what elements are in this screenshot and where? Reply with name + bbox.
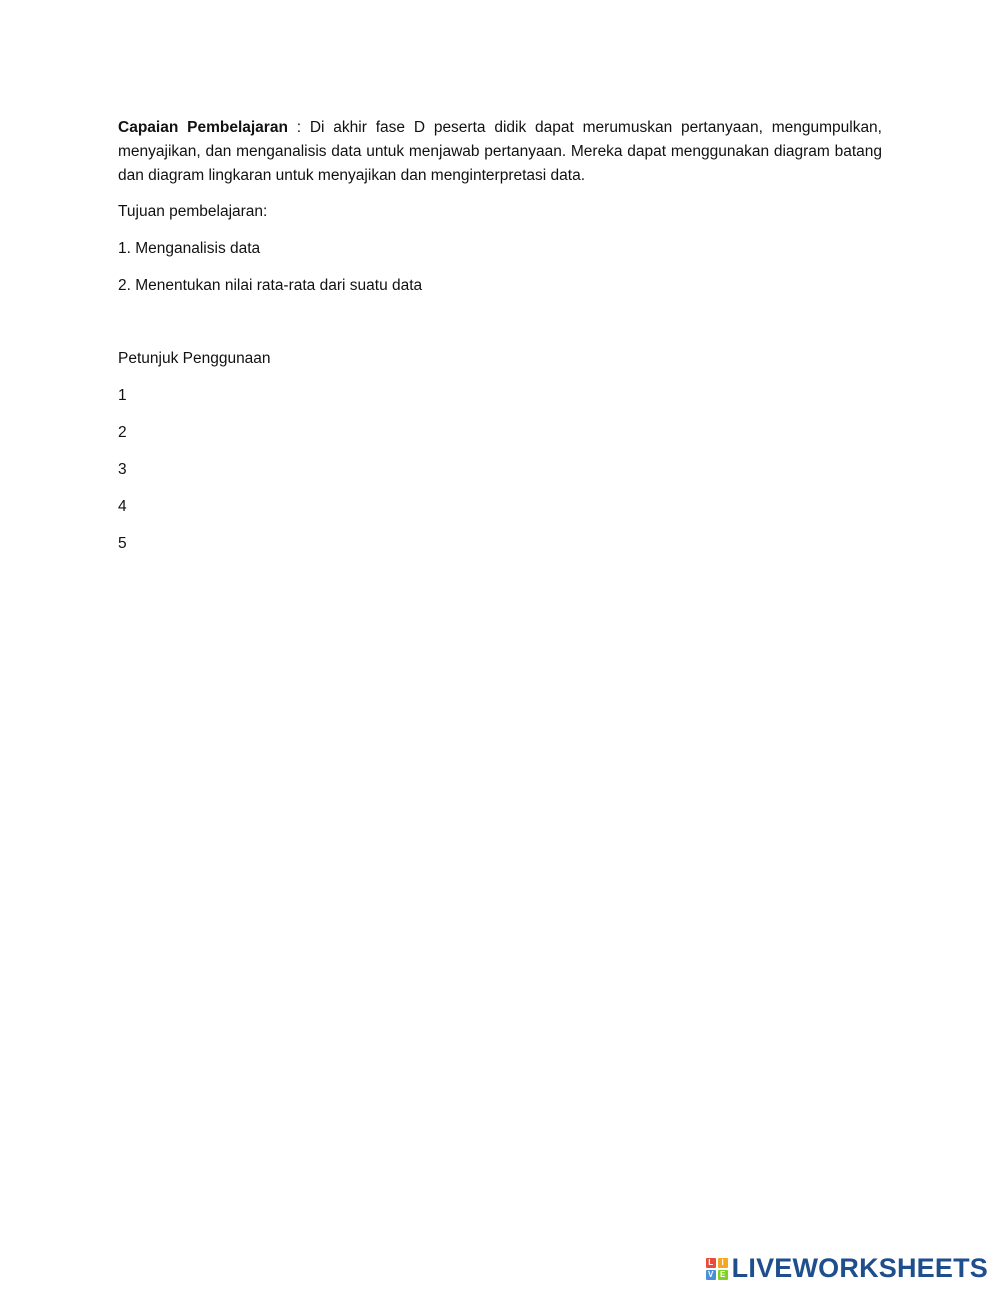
instruction-item: 3 — [118, 461, 127, 478]
instruction-item: 5 — [118, 535, 127, 552]
objective-item: 2. Menentukan nilai rata-rata dari suatu data — [118, 277, 423, 294]
logo-letter: L — [706, 1258, 716, 1268]
liveworksheets-logo-icon — [706, 1258, 728, 1280]
learning-outcomes-text: : Di akhir fase D peserta didik dapat merumuskan pertanyaan, mengumpulkan, menyajikan, dan menganalisis data untuk menjawab pertanyaan. Mereka dapat menggunakan diagram batang dan diagram lingkaran untuk menyajikan dan menginterpretasi data. — [118, 119, 882, 184]
objectives-heading: Tujuan pembelajaran: — [118, 203, 268, 220]
document-page — [118, 116, 882, 569]
instruction-item: 4 — [118, 498, 127, 515]
learning-outcomes-label: Capaian Pembelajaran — [118, 119, 288, 136]
liveworksheets-wordmark: LIVEWORKSHEETS — [731, 1253, 988, 1283]
objective-item: 1. Menganalisis data — [118, 240, 261, 257]
logo-letter: V — [706, 1270, 716, 1280]
instructions-heading: Petunjuk Penggunaan — [118, 350, 271, 367]
spacer — [118, 311, 882, 347]
learning-outcomes-paragraph — [118, 116, 882, 188]
logo-letter: E — [718, 1270, 728, 1280]
liveworksheets-brand — [706, 1253, 988, 1284]
instruction-item: 1 — [118, 387, 127, 404]
instruction-item: 2 — [118, 424, 127, 441]
logo-letter: I — [718, 1258, 728, 1268]
